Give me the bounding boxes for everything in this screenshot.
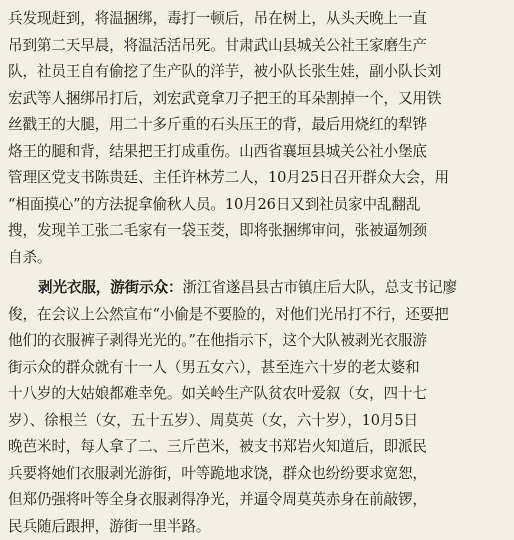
paragraph-1-line: 兵发现赶到，将温捆绑，毒打一顿后，吊在树上，从头天晚上一直 <box>8 6 504 33</box>
paragraph-2-line: 俊，在会议上公然宣布“小偷是不要脸的，对他们光吊打不行，还要把 <box>8 302 504 329</box>
paragraph-2-line: 他们的衣服裤子剥得光光的。”在他指示下，这个大队被剥光衣服游 <box>8 328 504 355</box>
paragraph-2 <box>8 275 504 540</box>
paragraph-2-line: 街示众的群众就有十一人（男五女六），甚至连六十岁的老太婆和 <box>8 355 504 382</box>
section-heading: 剥光衣服，游街示众： <box>38 279 182 296</box>
paragraph-2-line: 晚芭米时，每人拿了二、三斤芭米，被支书郑岩火知道后，即派民 <box>8 434 504 461</box>
paragraph-2-line: 岁）、徐根兰（女，五十五岁）、周莫英（女，六十岁），10月5日 <box>8 408 504 435</box>
paragraph-2-line: 兵要将她们衣服剥光游街，叶等跪地求饶，群众也纷纷要求宽恕， <box>8 461 504 488</box>
paragraph-1-line: 丝戳王的大腿，用二十多斤重的石头压王的背，最后用烧红的犁铧 <box>8 112 504 139</box>
paragraph-2-line: 民兵随后跟押，游街一里半路。 <box>8 514 504 540</box>
paragraph-1-line: 管理区党支书陈贵廷、主任许林芳二人，10月25日召开群众大会，用 <box>8 165 504 192</box>
paragraph-2-line: 但郑仍强将叶等全身衣服剥得净光，并逼令周莫英赤身在前敲锣， <box>8 487 504 514</box>
paragraph-2-first-line <box>8 275 504 302</box>
paragraph-1 <box>8 6 504 271</box>
paragraph-1-line: 搜，发现羊工张二毛家有一袋玉茭，即将张捆绑审问，张被逼刎颈 <box>8 218 504 245</box>
paragraph-1-line: 宏武等人捆绑吊打后，刘宏武竟拿刀子把王的耳朵割掉一个，又用铁 <box>8 86 504 113</box>
paragraph-2-first-line-text: 浙江省遂昌县古市镇庄后大队，总支书记廖 <box>182 279 456 296</box>
paragraph-1-line: 烙王的腿和背，结果把王打成重伤。山西省襄垣县城关公社小堡底 <box>8 139 504 166</box>
paragraph-1-line: 队，社员王自有偷挖了生产队的洋芋，被小队长张生娃，副小队长刘 <box>8 59 504 86</box>
paragraph-1-line: “相面摸心”的方法捉拿偷秋人员。10月26日又到社员家中乱翻乱 <box>8 192 504 219</box>
paragraph-1-line: 自杀。 <box>8 245 504 272</box>
paragraph-2-line: 十八岁的大姑娘都难幸免。如关岭生产队贫农叶爱叙（女，四十七 <box>8 381 504 408</box>
paragraph-1-line: 吊到第二天早晨，将温活活吊死。甘肃武山县城关公社王家磨生产 <box>8 33 504 60</box>
